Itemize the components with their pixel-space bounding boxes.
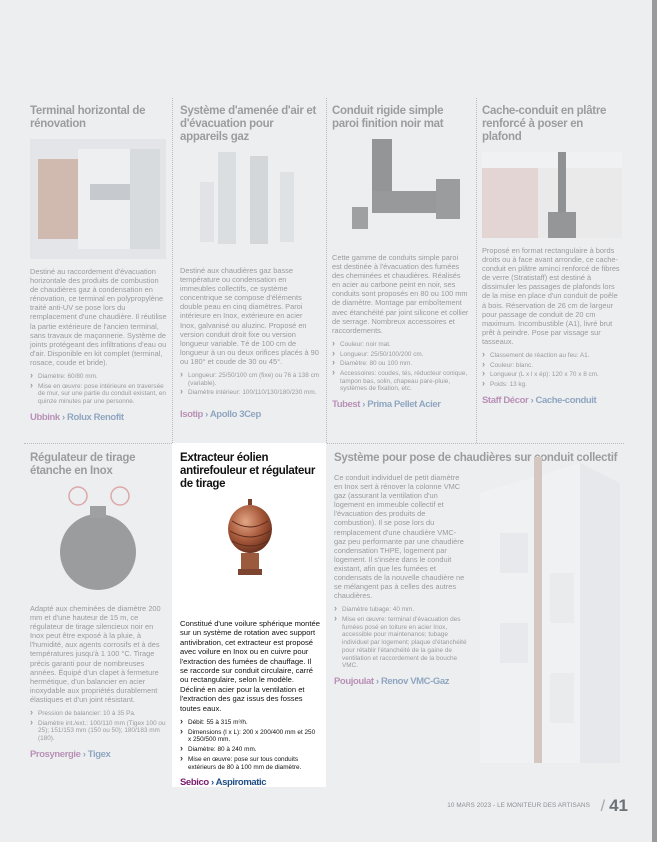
spec-item: › Mise en œuvre: terminal d'évacuation des fumées posé en toiture en acier Inox, accessible pour maintenance; tubage individuel par logement; plaque d'étanchéité pour rétablir l'étanchéité de la gaine de ventilation et raccordement de la bouche VMC.	[334, 616, 468, 670]
card-description: Destiné au raccordement d'évacuation horizontale des produits de combustion de chaudières gaz à condensation en rénovation, ce terminal en polypropylène traité anti-UV se pose lors du remplacement d'une chaudière. Il réutilise la partie extérieure de l'ancien terminal, sans travaux de maçonnerie. Système de joints protégeant des infiltrations d'eau ou d'air. Disponible en kit complet (terminal, rosace, coude et bride).	[30, 267, 167, 367]
column-divider	[172, 98, 173, 443]
card-title: Extracteur éolien antirefouleur et régulateur de tirage	[180, 452, 316, 490]
footer-separator: /	[600, 798, 606, 815]
column-divider	[476, 98, 477, 443]
card-description: Adapté aux cheminées de diamètre 200 mm et d'une hauteur de 15 m, ce régulateur de tirage silencieux noir en Inox peut être exposé à la pluie, à l'humidité, aux agents corrosifs et à des températures jusqu'à 1 100 °C. Tirage précis garanti pour de nombreuses années. Équipé d'un clapet à fermeture hermétique, d'un balancier en acier inoxydable aux propriétés durablement élastiques et d'un joint résistant.	[30, 604, 161, 704]
product-card-conduit-rigide	[332, 105, 470, 410]
spec-item: › Diamètre: 80 à 240 mm.	[180, 746, 320, 754]
black-pipe-illustration	[332, 139, 470, 231]
brand-name: Prosynergie	[30, 748, 81, 760]
product-card-amenee-air	[180, 105, 320, 420]
brand-name: Ubbink	[30, 411, 60, 423]
spec-item: › Couleur: noir mat.	[332, 341, 470, 349]
product-name: Tigex	[87, 748, 111, 760]
product-name: Apollo 3Cep	[209, 409, 261, 421]
brand-separator-icon: ›	[360, 399, 368, 411]
brand-separator-icon: ›	[373, 675, 381, 687]
pipe-system-illustration	[180, 152, 320, 244]
spec-item: › Diamètre intérieur: 100/110/130/180/230 mm.	[180, 389, 320, 397]
brand-name: Tubest	[332, 399, 361, 411]
brand-line	[334, 676, 468, 687]
brand-line	[180, 777, 320, 788]
spec-item: › Mise en œuvre: pose sur tous conduits extérieurs de 80 à 100 mm de diamètre.	[180, 756, 320, 771]
brand-name: Staff Décor	[482, 394, 529, 406]
spec-list	[30, 373, 168, 406]
brand-separator-icon: ›	[528, 394, 536, 406]
brand-separator-icon: ›	[208, 777, 216, 789]
spec-item: › Longueur: 25/50/100 cm (fixe) ou 76 à 138 cm (variable).	[180, 372, 320, 387]
brand-line	[482, 395, 622, 406]
product-image	[332, 139, 470, 231]
spec-item: › Diamètre: 80 ou 100 mm.	[332, 360, 470, 368]
brand-line	[30, 412, 168, 423]
brand-separator-icon: ›	[80, 748, 88, 760]
spec-list	[30, 710, 168, 743]
spec-list	[180, 372, 320, 397]
product-image	[30, 139, 166, 259]
card-title: Conduit rigide simple paroi finition noir mat	[332, 105, 444, 130]
page-number-block	[597, 796, 628, 816]
product-image	[180, 152, 320, 244]
regulator-illustration	[30, 486, 166, 592]
card-title: Régulateur de tirage étanche en Inox	[30, 452, 136, 477]
spec-list	[334, 606, 468, 670]
spec-item: › Accessoires: coudes, tés, réducteur conique, tampon bas, solin, chapeau pare-pluie, systèmes de fixation, etc.	[332, 370, 470, 393]
product-name: Aspiromatic	[215, 777, 267, 789]
card-title: Cache-conduit en plâtre renforcé à poser en plafond	[482, 105, 607, 143]
card-description: Constitué d'une voilure sphérique montée sur un système de rotation avec support antivibration, cet extracteur est proposé avec voilure en Inox ou en cuivre pour l'extraction des fumées de chauffage. Il se raccorde sur conduit circulaire, carré ou rectangulaire, selon le modèle. Décliné en acier pour la ventilation et l'extraction des gaz issus des fosses toutes eaux.	[180, 619, 320, 713]
product-card-regulateur	[30, 452, 168, 760]
spec-list	[180, 719, 320, 771]
turbine-vent-icon	[180, 499, 320, 583]
product-image	[30, 486, 166, 592]
spec-item: › Mise en œuvre: pose intérieure en traversée de mur, sur une partie du conduit existant, en quinze minutes par une personne.	[30, 383, 168, 406]
card-description: Destiné aux chaudières gaz basse température ou condensation en immeubles collectifs, ce système concentrique se compose d'éléments double peau en cinq diamètres. Paroi intérieure en Inox, extérieure en acier Inox, galvanisé ou aluzinc. Proposé en version conduit droit fixe ou version longueur variable. Té de 100 cm de longueur à un ou deux orifices placés à 90 ou 180° et coude de 30 ou 45°.	[180, 266, 319, 366]
card-title: Système d'amenée d'air et d'évacuation pour appareils gaz	[180, 105, 317, 143]
brand-line	[180, 409, 320, 420]
brand-name: Isotip	[180, 409, 203, 421]
spec-item: › Pression de balancier: 10 à 35 Pa.	[30, 710, 168, 718]
spec-item: › Dimensions (l x L): 200 x 200/400 mm et 250 x 250/500 mm.	[180, 729, 320, 744]
column-divider	[326, 98, 327, 443]
spec-list	[332, 341, 470, 393]
spec-item: › Classement de réaction au feu: A1.	[482, 352, 622, 360]
brand-separator-icon: ›	[59, 411, 68, 423]
spec-list	[482, 352, 622, 389]
spec-item: › Couleur: blanc.	[482, 362, 622, 370]
building-cutaway-illustration	[470, 453, 624, 773]
product-image	[180, 499, 320, 583]
card-description: Ce conduit individuel de petit diamètre en Inox sert à rénover la colonne VMC gaz (assurant la ventilation d'un logement en immeuble collectif et l'évacuation des produits de combustion). Il se pose lors du remplacement d'une chaudière VMC-gaz peu performante par une chaudière condensation THPE, logement par logement. Il s'insère dans le conduit existant, afin que les fumées et condensats de la nouvelle chaudière ne se mélangent pas à celles des autres chaudières.	[334, 473, 465, 601]
product-card-systeme-collectif	[334, 452, 624, 773]
product-name: Prima Pellet Acier	[367, 399, 441, 411]
brand-line	[30, 749, 168, 760]
terminal-illustration	[30, 139, 166, 259]
page-number: 41	[609, 796, 628, 815]
product-card-terminal	[30, 105, 168, 423]
spec-item: › Longueur (L x l x ép): 120 x 70 x 8 cm.	[482, 371, 622, 379]
card-description: Cette gamme de conduits simple paroi est destinée à l'évacuation des fumées des cheminées et chaudières. Réalisés en acier au carbone peint en noir, ses conduits sont proposés en 80 ou 100 mm de diamètre. Montage par emboîtement avec étanchéité par joint silicone et collier de serrage. Nombreux accessoires et raccordements.	[332, 253, 469, 335]
spec-item: › Longueur: 25/50/100/200 cm.	[332, 351, 470, 359]
product-name: Cache-conduit	[535, 394, 597, 406]
product-card-cache-conduit	[482, 105, 622, 406]
card-title: Système pour pose de chaudières sur conduit collectif	[334, 452, 618, 464]
product-name: Renov VMC-Gaz	[380, 675, 450, 687]
card-description: Proposé en format rectangulaire à bords droits ou à face avant arrondie, ce cache-conduit en plâtre aminci renforcé de fibres de verre (Stratistaff) est destiné à dissimuler les passages de plafonds lors de la mise en place d'un conduit de poêle à bois. Réservation de 26 cm de largeur pour passage de conduit de 20 cm maximum. Incombustible (A1), livré brut prêt à peindre. Pose par vissage sur tasseaux.	[482, 246, 620, 346]
ceiling-room-illustration	[482, 152, 622, 238]
brand-name: Poujoulat	[334, 675, 374, 687]
product-image	[482, 152, 622, 238]
spec-item: › Diamètre int./ext.: 100/110 mm (Tigex 100 ou 25); 151/153 mm (150 ou 50); 180/183 mm (180).	[30, 720, 168, 743]
spec-item: › Débit: 55 à 315 m³/h.	[180, 719, 320, 727]
brand-separator-icon: ›	[202, 409, 210, 421]
brand-line	[332, 399, 470, 410]
spec-item: › Diamètre tubage: 40 mm.	[334, 606, 468, 614]
card-title: Terminal horizontal de rénovation	[30, 105, 146, 130]
footer-publication: 10 MARS 2023 - LE MONITEUR DES ARTISANS	[447, 802, 590, 809]
brand-name: Sebico	[180, 777, 209, 789]
product-card-extracteur-featured	[180, 452, 320, 788]
spec-item: › Diamètre: 60/80 mm.	[30, 373, 168, 381]
footer-text	[447, 802, 590, 809]
spec-item: › Poids: 13 kg.	[482, 381, 622, 389]
product-name: Rolux Renofit	[67, 411, 124, 423]
